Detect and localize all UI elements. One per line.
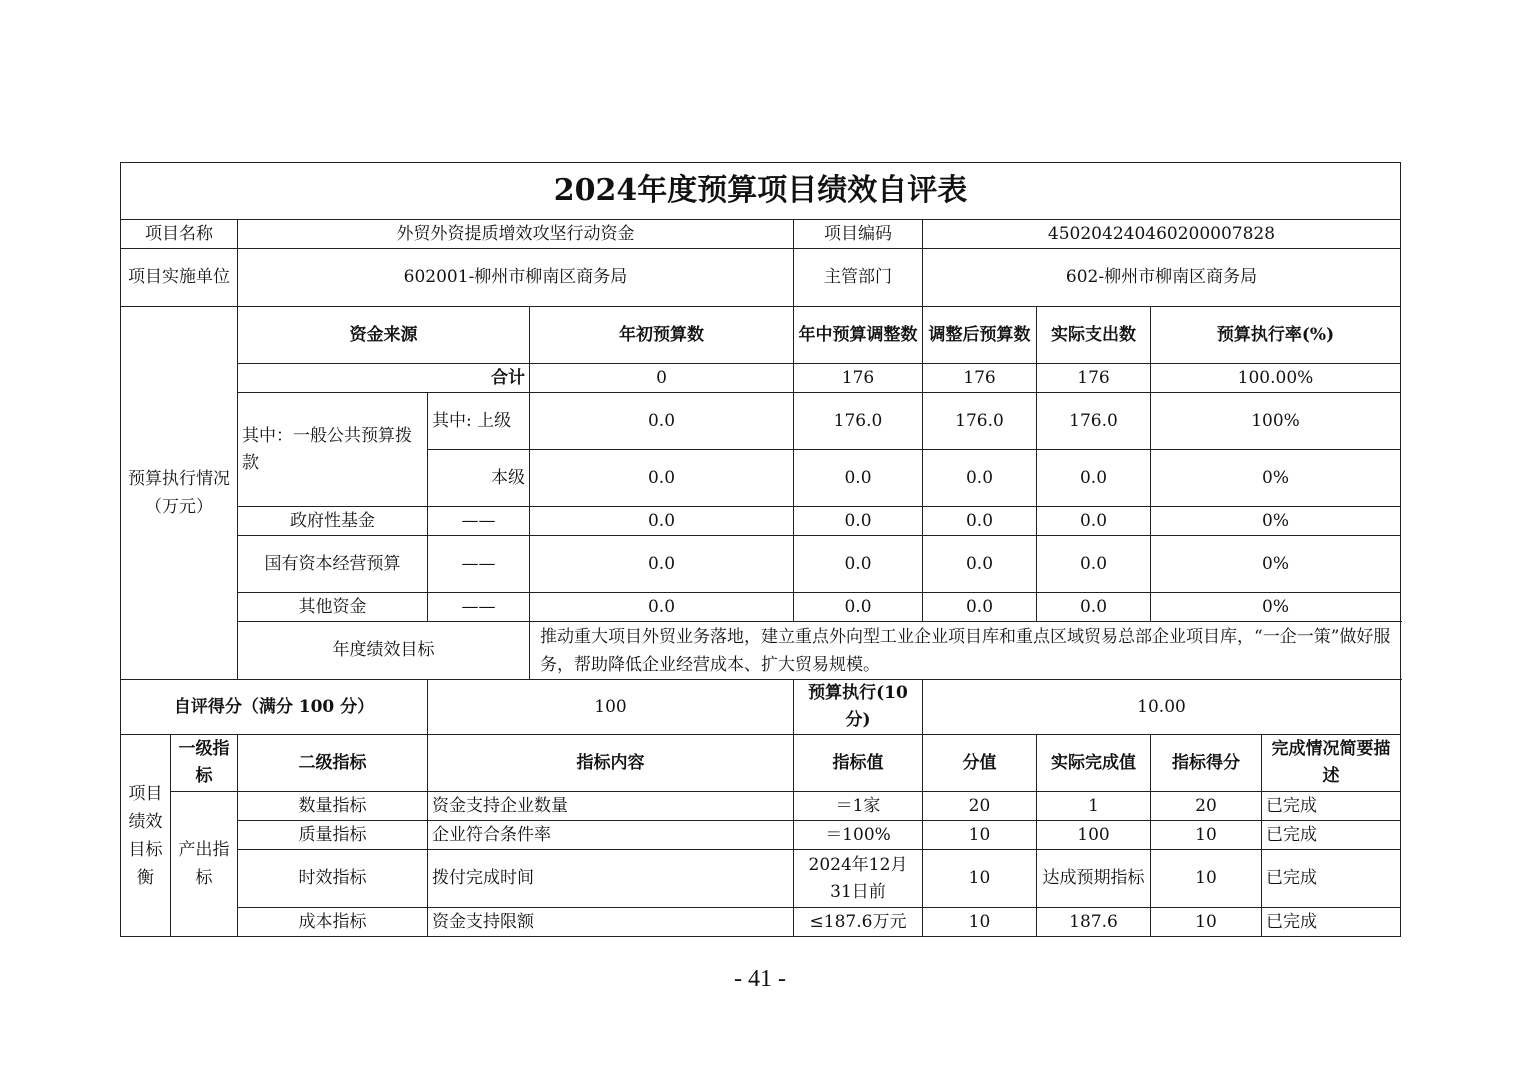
budget-exec-value: 10.00 (923, 680, 1401, 735)
header-source: 资金来源 (238, 307, 530, 364)
unit-value: 602001-柳州市柳南区商务局 (238, 249, 794, 307)
row-score: 10 (1151, 850, 1262, 908)
local-mid-adjust: 0.0 (794, 450, 923, 507)
page-number: - 41 - (734, 966, 786, 992)
budget-exec-label: 预算执行(10分) (794, 680, 923, 735)
form-title: 2024年度预算项目绩效自评表 (121, 163, 1401, 220)
gov-fund-initial: 0.0 (530, 507, 794, 536)
upper-label: 其中: 上级 (428, 393, 530, 450)
row-status: 已完成 (1262, 821, 1401, 850)
total-mid-adjust: 176 (794, 364, 923, 393)
output-indicator-label: 产出指标 (171, 792, 238, 937)
header-actual-value: 实际完成值 (1037, 735, 1151, 792)
row-actual: 1 (1037, 792, 1151, 821)
table-row (121, 821, 1401, 850)
self-score-value: 100 (428, 680, 794, 735)
row-content: 拨付完成时间 (428, 850, 794, 908)
table-row (121, 908, 1401, 937)
header-content: 指标内容 (428, 735, 794, 792)
local-actual: 0.0 (1037, 450, 1151, 507)
row-level2: 成本指标 (238, 908, 428, 937)
row-level2: 时效指标 (238, 850, 428, 908)
row-target: ＝1家 (794, 792, 923, 821)
project-name-value: 外贸外资提质增效攻坚行动资金 (238, 220, 794, 249)
dept-label: 主管部门 (794, 249, 923, 307)
upper-rate: 100% (1151, 393, 1401, 450)
row-actual: 100 (1037, 821, 1151, 850)
upper-initial: 0.0 (530, 393, 794, 450)
project-code-value: 450204240460200007828 (923, 220, 1401, 249)
header-level2: 二级指标 (238, 735, 428, 792)
header-target: 指标值 (794, 735, 923, 792)
self-score-label: 自评得分（满分 100 分） (121, 680, 428, 735)
row-status: 已完成 (1262, 792, 1401, 821)
state-capital-mid-adjust: 0.0 (794, 536, 923, 593)
annual-goal-text: 推动重大项目外贸业务落地，建立重点外向型工业企业项目库和重点区域贸易总部企业项目库，“一企一策”做好服务，帮助降低企业经营成本、扩大贸易规模。 (530, 622, 1401, 680)
row-content: 企业符合条件率 (428, 821, 794, 850)
budget-section-label: 预算执行情况（万元） (121, 307, 238, 680)
header-actual: 实际支出数 (1037, 307, 1151, 364)
row-weight: 10 (923, 821, 1037, 850)
upper-mid-adjust: 176.0 (794, 393, 923, 450)
other-fund-actual: 0.0 (1037, 593, 1151, 622)
dept-value: 602-柳州市柳南区商务局 (923, 249, 1401, 307)
row-score: 10 (1151, 821, 1262, 850)
header-weight: 分值 (923, 735, 1037, 792)
state-capital-label: 国有资本经营预算 (238, 536, 428, 593)
row-target: 2024年12月31日前 (794, 850, 923, 908)
total-adjusted: 176 (923, 364, 1037, 393)
row-weight: 20 (923, 792, 1037, 821)
row-score: 20 (1151, 792, 1262, 821)
header-initial: 年初预算数 (530, 307, 794, 364)
local-initial: 0.0 (530, 450, 794, 507)
row-level2: 数量指标 (238, 792, 428, 821)
upper-adjusted: 176.0 (923, 393, 1037, 450)
header-level1: 一级指标 (171, 735, 238, 792)
state-capital-initial: 0.0 (530, 536, 794, 593)
row-content: 资金支持限额 (428, 908, 794, 937)
table-row (121, 792, 1401, 821)
project-name-label: 项目名称 (121, 220, 238, 249)
state-capital-rate: 0% (1151, 536, 1401, 593)
header-adjusted: 调整后预算数 (923, 307, 1037, 364)
general-budget-label: 其中：一般公共预算拨款 (238, 393, 428, 507)
other-fund-initial: 0.0 (530, 593, 794, 622)
row-target: ≤187.6万元 (794, 908, 923, 937)
state-capital-actual: 0.0 (1037, 536, 1151, 593)
gov-fund-adjusted: 0.0 (923, 507, 1037, 536)
other-fund-rate: 0% (1151, 593, 1401, 622)
header-rate: 预算执行率(%) (1151, 307, 1401, 364)
row-level2: 质量指标 (238, 821, 428, 850)
local-label: 本级 (428, 450, 530, 507)
state-capital-dash: —— (428, 536, 530, 593)
row-weight: 10 (923, 908, 1037, 937)
row-status: 已完成 (1262, 850, 1401, 908)
header-score: 指标得分 (1151, 735, 1262, 792)
row-actual: 187.6 (1037, 908, 1151, 937)
total-label: 合计 (238, 364, 530, 393)
indicator-section-label: 项目绩效目标衡 (121, 735, 171, 937)
gov-fund-dash: —— (428, 507, 530, 536)
self-evaluation-form (120, 162, 1400, 937)
header-status: 完成情况简要描述 (1262, 735, 1401, 792)
annual-goal-label: 年度绩效目标 (238, 622, 530, 680)
other-fund-label: 其他资金 (238, 593, 428, 622)
evaluation-table (120, 162, 1401, 937)
project-code-label: 项目编码 (794, 220, 923, 249)
row-target: ＝100% (794, 821, 923, 850)
header-mid-adjust: 年中预算调整数 (794, 307, 923, 364)
other-fund-dash: —— (428, 593, 530, 622)
unit-label: 项目实施单位 (121, 249, 238, 307)
total-actual: 176 (1037, 364, 1151, 393)
table-row (121, 850, 1401, 908)
row-content: 资金支持企业数量 (428, 792, 794, 821)
row-actual: 达成预期指标 (1037, 850, 1151, 908)
local-rate: 0% (1151, 450, 1401, 507)
state-capital-adjusted: 0.0 (923, 536, 1037, 593)
gov-fund-actual: 0.0 (1037, 507, 1151, 536)
gov-fund-label: 政府性基金 (238, 507, 428, 536)
upper-actual: 176.0 (1037, 393, 1151, 450)
row-score: 10 (1151, 908, 1262, 937)
gov-fund-rate: 0% (1151, 507, 1401, 536)
row-status: 已完成 (1262, 908, 1401, 937)
total-initial: 0 (530, 364, 794, 393)
local-adjusted: 0.0 (923, 450, 1037, 507)
total-rate: 100.00% (1151, 364, 1401, 393)
other-fund-mid-adjust: 0.0 (794, 593, 923, 622)
other-fund-adjusted: 0.0 (923, 593, 1037, 622)
row-weight: 10 (923, 850, 1037, 908)
gov-fund-mid-adjust: 0.0 (794, 507, 923, 536)
